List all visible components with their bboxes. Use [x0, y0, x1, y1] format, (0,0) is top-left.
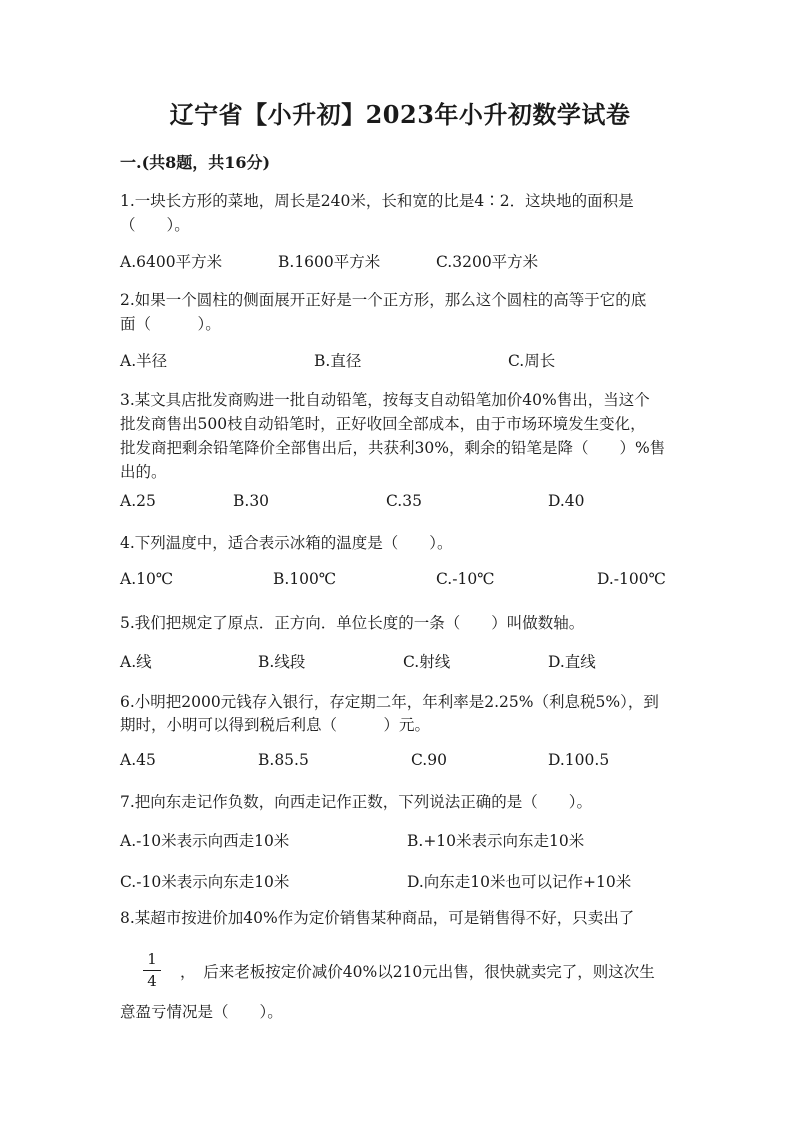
question-7-option-c: C.-10米表示向东走10米 [120, 873, 290, 891]
question-3-option-a: A.25 [120, 492, 156, 510]
question-5-option-c: C.射线 [403, 653, 451, 671]
question-1-option-a: A.6400平方米 [120, 253, 223, 271]
question-8-line-2: ， 后来老板按定价减价40%以210元出售，很快就卖完了，则这次生 [180, 963, 655, 981]
question-6-option-d: D.100.5 [548, 751, 610, 769]
question-7-option-a: A.-10米表示向西走10米 [120, 832, 290, 850]
question-5-option-d: D.直线 [548, 653, 596, 671]
question-4-option-c: C.-10℃ [436, 570, 495, 588]
question-6-line-1: 6.小明把2000元钱存入银行，存定期二年，年利率是2.25%（利息税5%），到 [120, 693, 659, 711]
question-3-option-d: D.40 [548, 492, 585, 510]
question-3-line-1: 3.某文具店批发商购进一批自动铅笔，按每支自动铅笔加价40%售出，当这个 [120, 391, 650, 409]
question-1-option-c: C.3200平方米 [436, 253, 539, 271]
page-title: 辽宁省【小升初】2023年小升初数学试卷 [169, 100, 631, 129]
question-1-line-2: （ ）。 [120, 216, 190, 234]
question-1-option-b: B.1600平方米 [278, 253, 381, 271]
fraction-one-quarter [140, 952, 164, 989]
question-3-line-3: 批发商把剩余铅笔降价全部售出后，共获利30%，剩余的铅笔是降（ ）%售 [120, 439, 666, 457]
fraction-numerator: 1 [147, 950, 157, 968]
question-3-option-c: C.35 [386, 492, 422, 510]
question-2-line-1: 2.如果一个圆柱的侧面展开正好是一个正方形，那么这个圆柱的高等于它的底 [120, 291, 647, 309]
question-4-option-b: B.100℃ [273, 570, 337, 588]
question-1-line-1: 1.一块长方形的菜地，周长是240米，长和宽的比是4∶2．这块地的面积是 [120, 192, 634, 210]
question-8-line-3: 意盈亏情况是（ ）。 [120, 1003, 283, 1021]
question-6-option-c: C.90 [411, 751, 447, 769]
question-4-option-a: A.10℃ [120, 570, 174, 588]
question-6-line-2: 期时，小明可以得到税后利息（ ）元。 [120, 716, 431, 734]
question-2-line-2: 面（ ）。 [120, 315, 221, 333]
question-6-option-a: A.45 [120, 751, 156, 769]
question-5-option-a: A.线 [120, 653, 152, 671]
question-4-option-d: D.-100℃ [597, 570, 666, 588]
question-3-line-4: 出的。 [120, 463, 167, 481]
question-7-option-d: D.向东走10米也可以记作+10米 [407, 873, 632, 891]
question-2-option-c: C.周长 [508, 352, 556, 370]
question-2-option-b: B.直径 [314, 352, 362, 370]
question-3-line-2: 批发商售出500枝自动铅笔时，正好收回全部成本，由于市场环境发生变化， [120, 415, 646, 433]
question-7-line-1: 7.把向东走记作负数，向西走记作正数，下列说法正确的是（ ）。 [120, 793, 593, 811]
question-6-option-b: B.85.5 [258, 751, 309, 769]
question-3-option-b: B.30 [233, 492, 270, 510]
question-4-line-1: 4.下列温度中，适合表示冰箱的温度是（ ）。 [120, 534, 453, 552]
question-7-option-b: B.+10米表示向东走10米 [407, 832, 585, 850]
question-8-line-1: 8.某超市按进价加40%作为定价销售某种商品，可是销售得不好，只卖出了 [120, 909, 635, 927]
fraction-denominator: 4 [147, 972, 157, 990]
question-5-line-1: 5.我们把规定了原点．正方向．单位长度的一条（ ）叫做数轴。 [120, 614, 585, 632]
question-5-option-b: B.线段 [258, 653, 306, 671]
question-2-option-a: A.半径 [120, 352, 168, 370]
section-header: 一.(共8题，共16分) [120, 153, 271, 172]
